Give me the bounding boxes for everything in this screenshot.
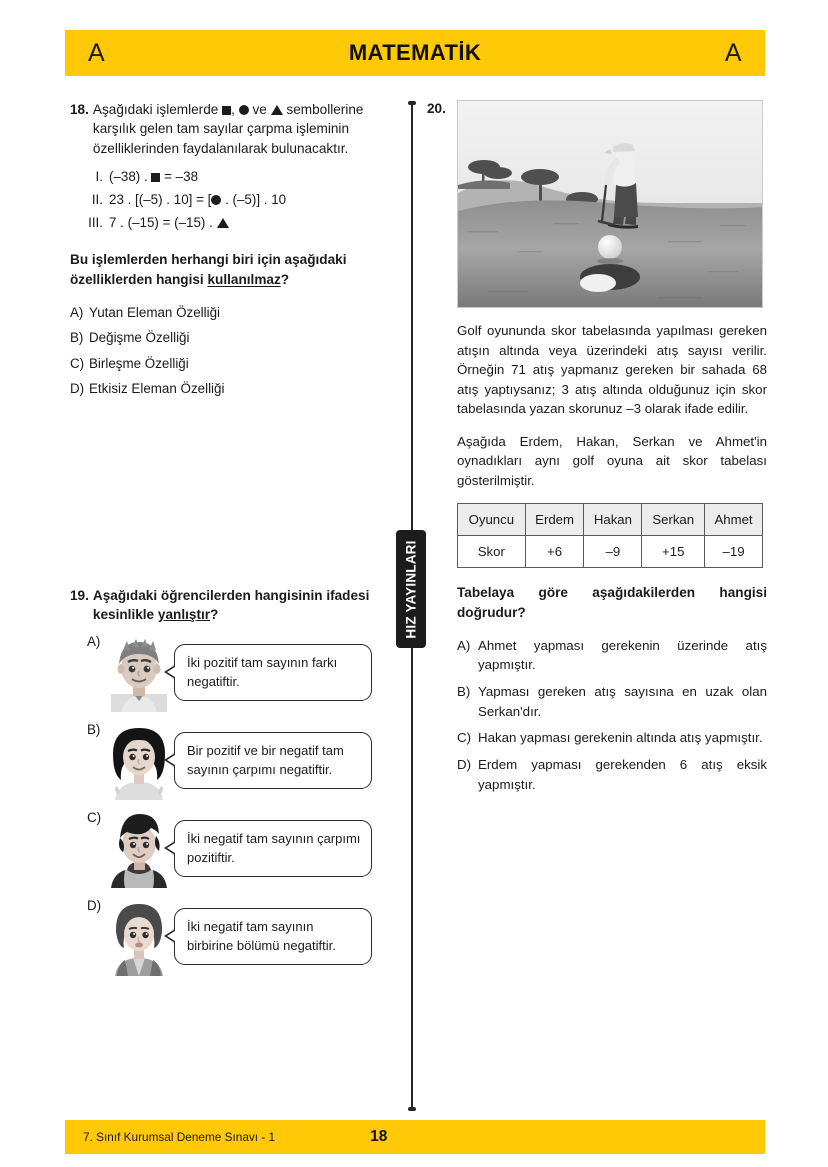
choice-label-b: B) <box>87 722 101 738</box>
q18-stem-ve: ve <box>252 102 267 117</box>
expr-1-pre: (–38) . <box>109 168 152 184</box>
choice-row-a[interactable] <box>70 634 400 712</box>
question-20-paragraph-1: Golf oyununda skor tabelasında yapılması gereken atışın altında veya üzerindeki atış sayısı verilir. Örneğin 71 atış yapmanız gereken bir sahada 68 atış yaptıysanız; 3 atış altında olduğunuz için skor tabelasında yazan skorunuz –3 olarak ifade edilir. <box>457 323 767 417</box>
question-20-paragraph-2: Aşağıda Erdem, Hakan, Serkan ve Ahmet'in oynadıkları aynı golf oyuna ait skor tabelası gösterilmiştir. <box>457 433 767 488</box>
q18-stem-part2: sembollerine karşılık gelen tam sayılar çarpma işleminin özelliklerinden faydalanılarak bulunacaktır. <box>92 102 364 156</box>
question-19-stem <box>93 586 369 625</box>
publisher-brand-tab <box>396 530 426 648</box>
header-booklet-letter-left: A <box>88 38 106 67</box>
option-text-b: Yapması gereken atış sayısına en uzak olan Serkan'dır. <box>478 684 767 719</box>
choice-row-d[interactable] <box>70 898 400 976</box>
question-19-choices <box>70 634 400 976</box>
table-header-cell: Serkan <box>642 504 705 536</box>
option-row[interactable] <box>457 636 767 675</box>
option-text-b: Değişme Özelliği <box>89 330 190 346</box>
choice-text-b: Bir pozitif ve bir negatif tam sayının çarpımı negatiftir. <box>187 743 344 777</box>
choice-text-a: İki pozitif tam sayının farkı negatiftir. <box>187 655 338 689</box>
option-row[interactable] <box>70 379 400 400</box>
option-label-c: C) <box>70 355 85 371</box>
speech-bubble-b <box>174 732 372 789</box>
roman-label-1: I. <box>95 168 103 184</box>
right-column <box>427 100 767 801</box>
divider-cap-bottom <box>408 1107 416 1111</box>
option-label-d: D) <box>457 757 472 773</box>
roman-expr-2 <box>109 188 286 211</box>
table-header-cell: Oyuncu <box>458 504 526 536</box>
q18-stem-comma: , <box>231 102 239 117</box>
triangle-symbol-icon <box>271 105 283 115</box>
page-title: MATEMATİK <box>348 40 482 65</box>
option-text-c: Birleşme Özelliği <box>89 355 189 371</box>
page-footer <box>65 1120 765 1154</box>
q18-stem-part1: Aşağıdaki işlemlerde <box>92 102 219 117</box>
question-20-ask: Tabelaya göre aşağıdakilerden hangisi doğrudur? <box>457 585 767 620</box>
expr-2-post: . (–5)] . 10 <box>221 191 287 207</box>
option-text-a: Yutan Eleman Özelliği <box>89 305 221 321</box>
choice-row-c[interactable] <box>70 810 400 888</box>
question-19-number: 19. <box>70 587 89 603</box>
roman-expr-3 <box>109 211 229 234</box>
question-18-ask <box>70 250 400 289</box>
option-row[interactable] <box>70 354 400 375</box>
square-symbol-icon <box>222 106 231 115</box>
option-label-d: D) <box>70 380 85 396</box>
option-label-b: B) <box>70 330 84 346</box>
option-text-d: Erdem yapması gerekenden 6 atış eksik yapmıştır. <box>478 757 767 792</box>
expr-2-pre: 23 . [(–5) . 10] = [ <box>109 191 212 207</box>
table-row <box>458 536 763 568</box>
page-header <box>65 30 765 76</box>
q19-stem-line2-post: ? <box>210 607 219 623</box>
table-cell: +15 <box>642 536 705 568</box>
roman-label-2: II. <box>91 191 103 207</box>
option-label-a: A) <box>70 305 84 321</box>
publisher-brand-label: HIZ YAYINLARI <box>403 539 419 639</box>
choice-text-c: İki negatif tam sayının çarpımı pozitiftir. <box>187 831 361 865</box>
q18-ask-line1: Bu işlemlerden herhangi biri için aşağıdaki <box>70 252 347 268</box>
footer-page-number: 18 <box>370 1128 388 1145</box>
option-row[interactable] <box>70 303 400 324</box>
table-header-cell: Erdem <box>525 504 584 536</box>
option-label-a: A) <box>457 637 471 653</box>
roman-item <box>83 211 400 234</box>
header-booklet-letter-right: A <box>724 38 742 67</box>
q18-ask-line2-pre: özelliklerden hangisi <box>70 271 208 287</box>
question-18-stem <box>93 100 400 158</box>
choice-label-d: D) <box>87 898 102 914</box>
table-header-cell: Ahmet <box>705 504 763 536</box>
roman-item <box>83 165 400 188</box>
choice-label-c: C) <box>87 810 102 826</box>
option-text-a: Ahmet yapması gerekenin üzerinde atış yapmıştır. <box>478 637 767 673</box>
table-cell: –9 <box>584 536 642 568</box>
score-table <box>457 503 763 568</box>
table-header-row <box>458 504 763 536</box>
choice-label-a: A) <box>87 634 101 650</box>
question-19 <box>70 586 400 977</box>
question-18-number: 18. <box>70 102 89 117</box>
triangle-symbol-icon <box>217 218 229 228</box>
option-label-b: B) <box>457 684 471 699</box>
circle-symbol-icon <box>239 105 249 115</box>
q18-ask-line2-post: ? <box>280 271 290 287</box>
question-18-roman-list <box>83 165 400 234</box>
option-row[interactable] <box>457 682 767 721</box>
expr-3-pre: 7 . (–15) = (–15) . <box>109 214 217 230</box>
question-20 <box>427 100 767 794</box>
circle-symbol-icon <box>211 195 221 205</box>
option-row[interactable] <box>70 328 400 349</box>
option-text-c: Hakan yapması gerekenin altında atış yapmıştır. <box>478 730 763 746</box>
question-20-options <box>457 636 767 795</box>
footer-exam-title: 7. Sınıf Kurumsal Deneme Sınavı - 1 <box>83 1130 276 1144</box>
choice-text-d: İki negatif tam sayının birbirine bölümü negatiftir. <box>187 919 336 953</box>
q19-stem-line2-pre: kesinlikle <box>92 607 158 623</box>
question-18 <box>70 100 400 400</box>
left-column <box>70 100 400 976</box>
table-cell: –19 <box>705 536 763 568</box>
q19-stem-line1: Aşağıdaki öğrencilerden hangisinin ifadesi <box>92 587 370 603</box>
option-row[interactable] <box>457 755 767 794</box>
question-18-options <box>70 303 400 400</box>
table-cell: +6 <box>525 536 584 568</box>
roman-item <box>83 188 400 211</box>
table-cell: Skor <box>458 536 526 568</box>
option-row[interactable] <box>457 728 767 748</box>
speech-bubble-a <box>174 644 372 701</box>
option-text-d: Etkisiz Eleman Özelliği <box>89 380 225 396</box>
speech-bubble-d <box>174 908 372 965</box>
roman-label-3: III. <box>88 214 103 230</box>
table-header-cell: Hakan <box>584 504 642 536</box>
expr-1-post: = –38 <box>160 168 199 184</box>
q18-ask-underlined: kullanılmaz <box>207 271 281 287</box>
golf-player-putting-photo <box>457 100 763 308</box>
roman-expr-1 <box>109 165 198 188</box>
speech-bubble-c <box>174 820 372 877</box>
question-20-number: 20. <box>427 101 446 116</box>
option-label-c: C) <box>457 730 472 746</box>
choice-row-b[interactable] <box>70 722 400 800</box>
q19-stem-underlined: yanlıştır <box>157 607 211 623</box>
